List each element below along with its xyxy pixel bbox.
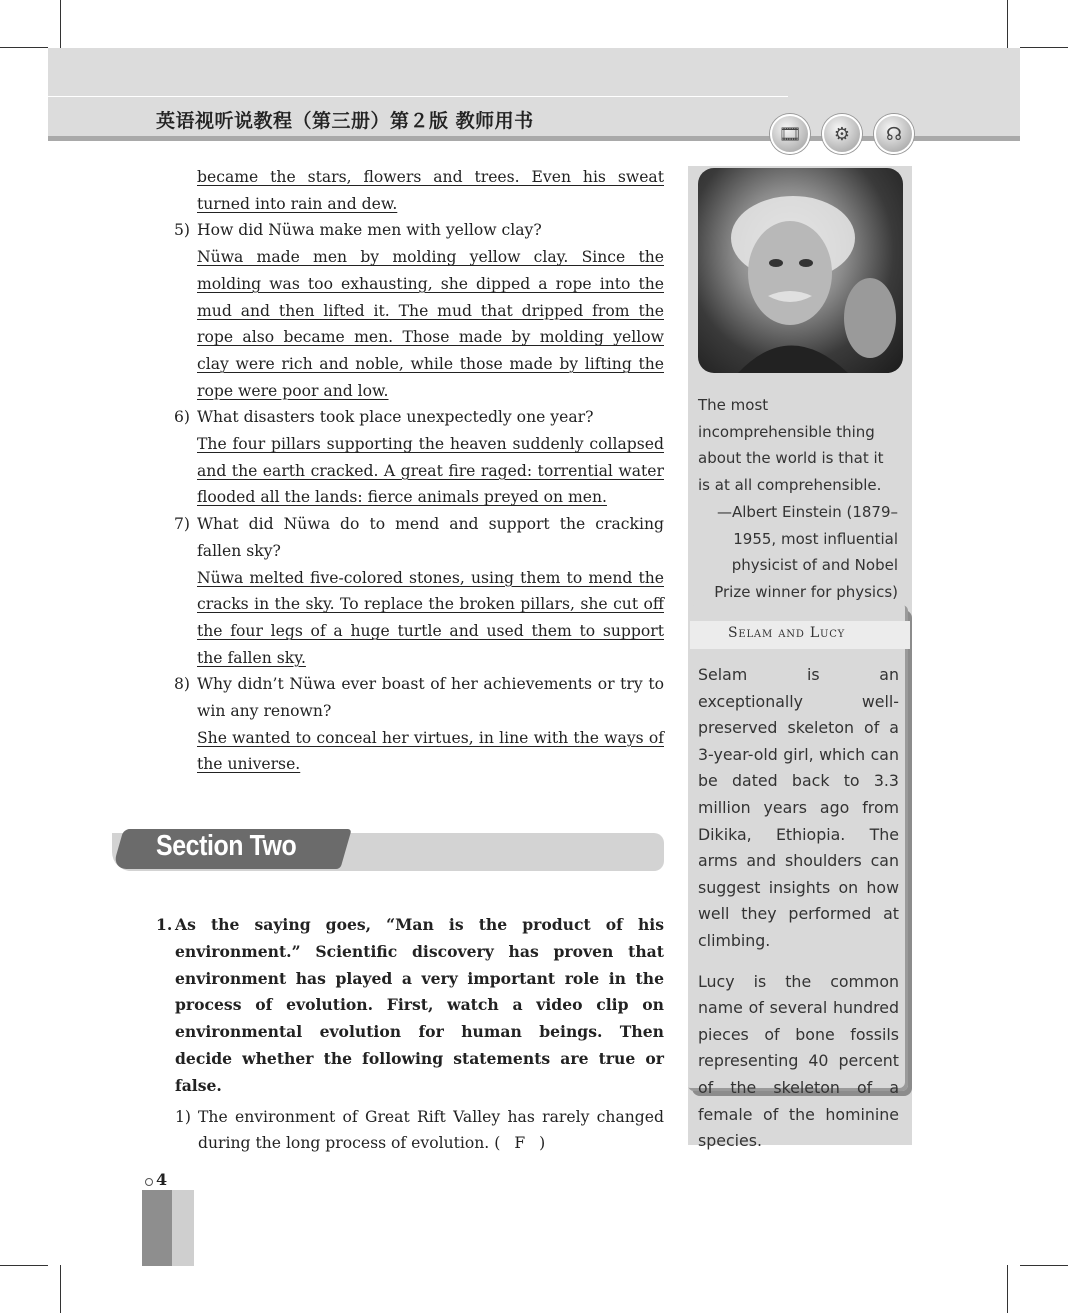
statement-item	[175, 1104, 664, 1158]
qa-item-7	[174, 511, 664, 671]
statement-close: )	[539, 1134, 546, 1153]
qa-list	[174, 164, 664, 778]
info-box-text	[698, 662, 899, 1155]
crop-mark	[60, 1265, 61, 1313]
headphones-icon: ☊	[874, 114, 914, 154]
einstein-quote	[698, 392, 898, 606]
portrait-icon	[698, 168, 903, 373]
page-number-accent	[142, 1190, 172, 1266]
exercise-number: 1.	[156, 915, 173, 934]
qa-item-5	[174, 217, 664, 404]
item-number: 5)	[174, 221, 191, 240]
crop-mark	[1007, 1265, 1008, 1313]
answer: Nüwa melted five-colored stones, using them to mend the cracks in the sky. To replace the broken pillars, she cut off the four legs of a huge turtle and used them to support the fallen sky.	[197, 568, 664, 667]
instruction-text: As the saying goes, “Man is the product of his environment.” Scientific discovery has proven that environment has played a very important role in the process of evolution. First, watch a video clip on environmental evolution for human beings. Then decide whether the following statements are true or false.	[175, 915, 664, 1095]
question: How did Nüwa make men with yellow clay?	[197, 221, 542, 240]
header-divider	[48, 96, 788, 97]
item-number: 8)	[174, 675, 191, 694]
question: What did Nüwa do to mend and support the cracking fallen sky?	[197, 515, 664, 560]
exercise-instruction	[156, 912, 664, 1100]
answer: The four pillars supporting the heaven suddenly collapsed and the earth cracked. A great fire raged: torrential water flooded all the lands: fierce animals preyed on men.	[197, 435, 664, 507]
quote-text: The most incomprehensible thing about the world is that it is at all comprehensible.	[698, 396, 884, 495]
section-title: Section Two	[156, 830, 297, 862]
page-number: 4	[156, 1170, 168, 1189]
book-title: 英语视听说教程（第三册）第２版 教师用书	[156, 110, 534, 132]
statement-answer: F	[514, 1134, 526, 1153]
info-paragraph: Lucy is the common name of several hundred pieces of bone fossils representing 40 percent of the skeleton of a female of the hominine species.	[698, 971, 899, 1151]
crop-mark	[1020, 47, 1068, 48]
item-number: 1)	[175, 1107, 192, 1126]
item-number: 6)	[174, 408, 191, 427]
item-number: 7)	[174, 515, 191, 534]
answer-continued: became the stars, flowers and trees. Even his sweat turned into rain and dew.	[197, 168, 664, 213]
reel-icon: ⚙	[822, 114, 862, 154]
qa-item-6	[174, 404, 664, 511]
quote-attribution: —Albert Einstein (1879–1955, most influential physicist of and Nobel Prize winner for physics)	[714, 502, 898, 601]
question: What disasters took place unexpectedly one year?	[197, 408, 594, 427]
film-icon: 🎞	[770, 114, 810, 154]
crop-mark	[0, 47, 48, 48]
question: Why didn’t Nüwa ever boast of her achievements or try to win any renown?	[197, 675, 664, 721]
info-box-title: Selam and Lucy	[728, 625, 846, 641]
info-paragraph: Selam is an exceptionally well-preserved skeleton of a 3-year-old girl, which can be dated back to 3.3 million years ago from Dikika, Ethiopia. The arms and shoulders can suggest insights on how well they performed at climbing.	[698, 665, 899, 950]
portrait-photo	[698, 168, 903, 373]
answer: She wanted to conceal her virtues, in line with the ways of the universe.	[197, 728, 664, 774]
page-number-dot	[145, 1178, 153, 1186]
crop-mark	[1020, 1265, 1068, 1266]
crop-mark	[60, 0, 61, 48]
crop-mark	[1007, 0, 1008, 48]
crop-mark	[0, 1265, 48, 1266]
qa-item-8	[174, 671, 664, 778]
exercise	[156, 912, 664, 1157]
answer: Nüwa made men by molding yellow clay. Since the molding was too exhausting, she dipped a rope into the mud and then lifted it. The mud that dripped from the rope also became men. Those made by molding yellow clay were rich and noble, while those made by lifting the rope were poor and low.	[197, 248, 664, 400]
statement-text: The environment of Great Rift Valley has rarely changed during the long process of evolution. (	[198, 1107, 664, 1153]
